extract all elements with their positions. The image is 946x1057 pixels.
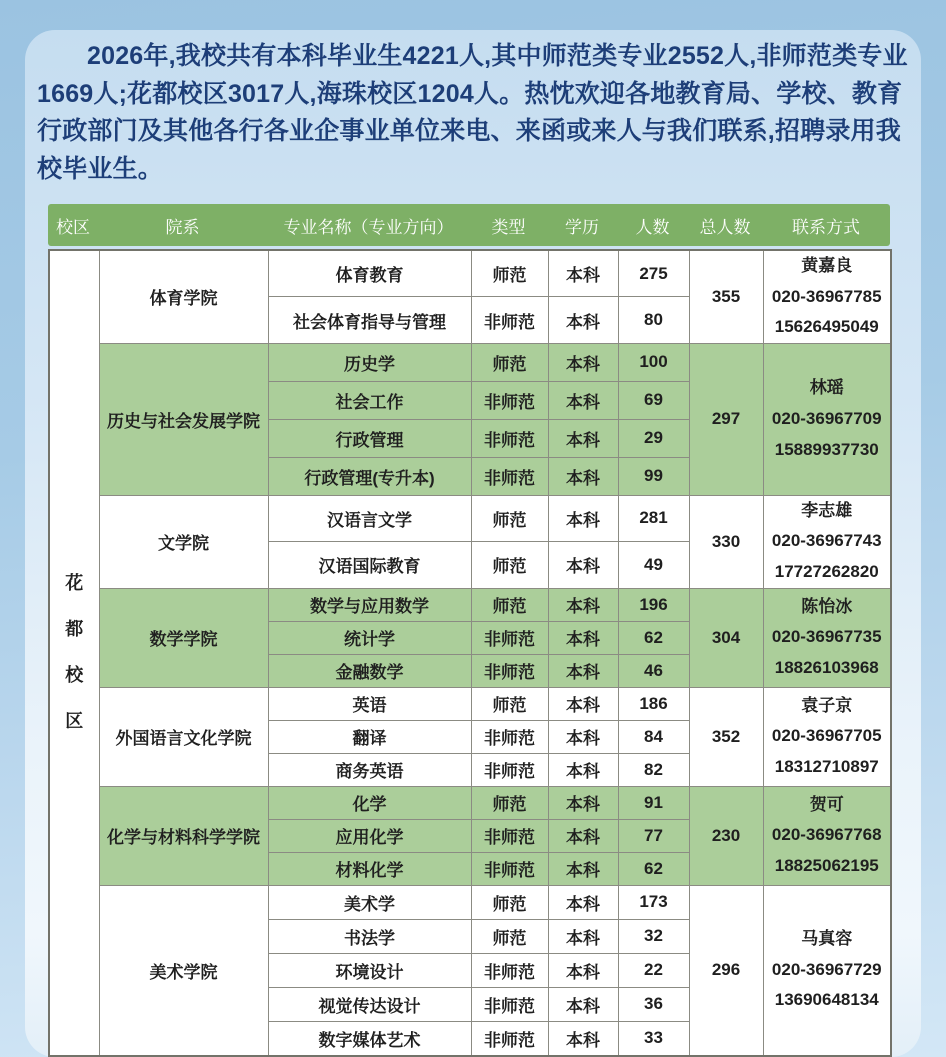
- major-cell: 行政管理(专升本): [268, 457, 471, 495]
- department-cell: 化学与材料科学学院: [99, 786, 268, 885]
- degree-cell: 本科: [548, 621, 618, 654]
- contact-cell: [763, 343, 891, 495]
- total-cell: 230: [689, 786, 763, 885]
- contact-tel: 020-36967709: [771, 408, 882, 428]
- major-cell: 社会工作: [268, 381, 471, 419]
- intro-paragraph: 2026年,我校共有本科毕业生4221人,其中师范类专业2552人,非师范类专业1669人;花都校区3017人,海珠校区1204人。热忱欢迎各地教育局、学校、教育行政部门及其他各行各业企事业单位来电、来函或来人与我们联系,招聘录用我校毕业生。: [37, 42, 908, 183]
- major-cell: 历史学: [268, 343, 471, 381]
- major-cell: 汉语言文学: [268, 495, 471, 541]
- contact-name: 马真容: [801, 929, 853, 949]
- department-cell: 历史与社会发展学院: [99, 343, 268, 495]
- major-cell: 商务英语: [268, 753, 471, 786]
- count-cell: 100: [618, 343, 689, 381]
- type-cell: 师范: [471, 885, 548, 919]
- table-row: [49, 786, 891, 819]
- degree-cell: 本科: [548, 953, 618, 987]
- count-cell: 29: [618, 419, 689, 457]
- degree-cell: 本科: [548, 987, 618, 1021]
- major-cell: 金融数学: [268, 654, 471, 687]
- major-cell: 英语: [268, 687, 471, 720]
- contact-tel: 020-36967705: [771, 726, 882, 746]
- degree-cell: 本科: [548, 343, 618, 381]
- contact-name: 袁子京: [801, 695, 853, 715]
- degree-cell: 本科: [548, 588, 618, 621]
- major-cell: 环境设计: [268, 953, 471, 987]
- type-cell: 师范: [471, 919, 548, 953]
- major-cell: 汉语国际教育: [268, 542, 471, 588]
- contact-name: 黄嘉良: [801, 256, 853, 275]
- count-cell: 62: [618, 852, 689, 885]
- count-cell: 275: [618, 250, 689, 297]
- count-cell: 62: [618, 621, 689, 654]
- count-cell: 49: [618, 542, 689, 588]
- table-row: [49, 250, 891, 297]
- degree-cell: 本科: [548, 297, 618, 343]
- degree-cell: 本科: [548, 542, 618, 588]
- employment-table: [48, 204, 890, 1057]
- degree-cell: 本科: [548, 919, 618, 953]
- header-cell-type: 类型: [491, 217, 526, 237]
- major-cell: 化学: [268, 786, 471, 819]
- count-cell: 33: [618, 1021, 689, 1056]
- degree-cell: 本科: [548, 720, 618, 753]
- count-cell: 32: [618, 919, 689, 953]
- type-cell: 师范: [471, 786, 548, 819]
- contact-cell: [763, 786, 891, 885]
- department-cell: 外国语言文化学院: [99, 687, 268, 786]
- type-cell: 非师范: [471, 297, 548, 343]
- total-cell: 355: [689, 250, 763, 343]
- table-row: [49, 687, 891, 720]
- type-cell: 非师范: [471, 852, 548, 885]
- contact-cell: [763, 495, 891, 588]
- total-cell: 296: [689, 885, 763, 1056]
- count-cell: 186: [618, 687, 689, 720]
- degree-cell: 本科: [548, 419, 618, 457]
- major-cell: 材料化学: [268, 852, 471, 885]
- contact-name: 李志雄: [801, 500, 853, 520]
- type-cell: 非师范: [471, 753, 548, 786]
- degree-cell: 本科: [548, 381, 618, 419]
- total-cell: 297: [689, 343, 763, 495]
- contact-cell: [763, 250, 891, 343]
- contact-name: 贺可: [809, 794, 844, 814]
- count-cell: 22: [618, 953, 689, 987]
- table-row: [49, 495, 891, 541]
- count-cell: 80: [618, 297, 689, 343]
- contact-name: 陈怡冰: [801, 596, 853, 616]
- degree-cell: 本科: [548, 786, 618, 819]
- header-cell-department: 院系: [165, 217, 200, 237]
- count-cell: 281: [618, 495, 689, 541]
- department-cell: 文学院: [99, 495, 268, 588]
- count-cell: 91: [618, 786, 689, 819]
- contact-mobile: 17727262820: [774, 561, 879, 581]
- count-cell: 84: [618, 720, 689, 753]
- type-cell: 非师范: [471, 419, 548, 457]
- type-cell: 非师范: [471, 819, 548, 852]
- degree-cell: 本科: [548, 852, 618, 885]
- content-card: [25, 30, 921, 1057]
- count-cell: 77: [618, 819, 689, 852]
- contact-tel: 020-36967743: [771, 531, 882, 551]
- degree-cell: 本科: [548, 654, 618, 687]
- campus-label: 花都校区: [65, 573, 84, 731]
- count-cell: 36: [618, 987, 689, 1021]
- degree-cell: 本科: [548, 753, 618, 786]
- contact-mobile: 18312710897: [774, 756, 879, 776]
- count-cell: 99: [618, 457, 689, 495]
- major-cell: 翻译: [268, 720, 471, 753]
- type-cell: 师范: [471, 495, 548, 541]
- contact-mobile: 15889937730: [774, 439, 879, 459]
- department-cell: 体育学院: [99, 250, 268, 343]
- type-cell: 非师范: [471, 720, 548, 753]
- major-cell: 数字媒体艺术: [268, 1021, 471, 1056]
- header-cell-count: 人数: [635, 217, 670, 237]
- contact-name: 林瑶: [809, 378, 844, 398]
- degree-cell: 本科: [548, 495, 618, 541]
- table-header-row: [48, 204, 890, 246]
- total-cell: 352: [689, 687, 763, 786]
- major-cell: 社会体育指导与管理: [268, 297, 471, 343]
- table-row: [49, 885, 891, 919]
- degree-cell: 本科: [548, 687, 618, 720]
- total-cell: 330: [689, 495, 763, 588]
- count-cell: 46: [618, 654, 689, 687]
- major-cell: 视觉传达设计: [268, 987, 471, 1021]
- department-cell: 美术学院: [99, 885, 268, 1056]
- campus-cell: [49, 250, 99, 1056]
- contact-cell: [763, 687, 891, 786]
- total-cell: 304: [689, 588, 763, 687]
- major-cell: 体育教育: [268, 250, 471, 297]
- type-cell: 非师范: [471, 457, 548, 495]
- header-cell-contact: 联系方式: [792, 217, 860, 237]
- contact-tel: 020-36967729: [771, 959, 882, 979]
- major-cell: 行政管理: [268, 419, 471, 457]
- type-cell: 师范: [471, 250, 548, 297]
- type-cell: 非师范: [471, 1021, 548, 1056]
- contact-cell: [763, 588, 891, 687]
- contact-tel: 020-36967785: [771, 286, 882, 306]
- degree-cell: 本科: [548, 1021, 618, 1056]
- type-cell: 师范: [471, 588, 548, 621]
- contact-mobile: 15626495049: [774, 317, 879, 337]
- count-cell: 196: [618, 588, 689, 621]
- type-cell: 非师范: [471, 987, 548, 1021]
- contact-tel: 020-36967735: [771, 627, 882, 647]
- count-cell: 82: [618, 753, 689, 786]
- type-cell: 师范: [471, 542, 548, 588]
- degree-cell: 本科: [548, 819, 618, 852]
- count-cell: 173: [618, 885, 689, 919]
- header-cell-total: 总人数: [699, 217, 751, 237]
- count-cell: 69: [618, 381, 689, 419]
- degree-cell: 本科: [548, 457, 618, 495]
- type-cell: 非师范: [471, 381, 548, 419]
- contact-mobile: 18826103968: [774, 657, 879, 677]
- type-cell: 非师范: [471, 953, 548, 987]
- contact-cell: [763, 885, 891, 1056]
- department-cell: 数学学院: [99, 588, 268, 687]
- major-cell: 统计学: [268, 621, 471, 654]
- type-cell: 师范: [471, 687, 548, 720]
- header-cell-major: 专业名称（专业方向）: [283, 217, 454, 237]
- major-cell: 美术学: [268, 885, 471, 919]
- header-cell-campus: 校区: [56, 217, 90, 237]
- major-cell: 书法学: [268, 919, 471, 953]
- degree-cell: 本科: [548, 250, 618, 297]
- type-cell: 非师范: [471, 621, 548, 654]
- table-row: [49, 588, 891, 621]
- table-row: [49, 343, 891, 381]
- header-cell-degree: 学历: [565, 217, 599, 237]
- table-body: [48, 249, 892, 1057]
- major-cell: 数学与应用数学: [268, 588, 471, 621]
- degree-cell: 本科: [548, 885, 618, 919]
- contact-tel: 020-36967768: [771, 825, 882, 845]
- major-cell: 应用化学: [268, 819, 471, 852]
- contact-mobile: 13690648134: [774, 990, 879, 1010]
- type-cell: 师范: [471, 343, 548, 381]
- type-cell: 非师范: [471, 654, 548, 687]
- contact-mobile: 18825062195: [774, 855, 879, 875]
